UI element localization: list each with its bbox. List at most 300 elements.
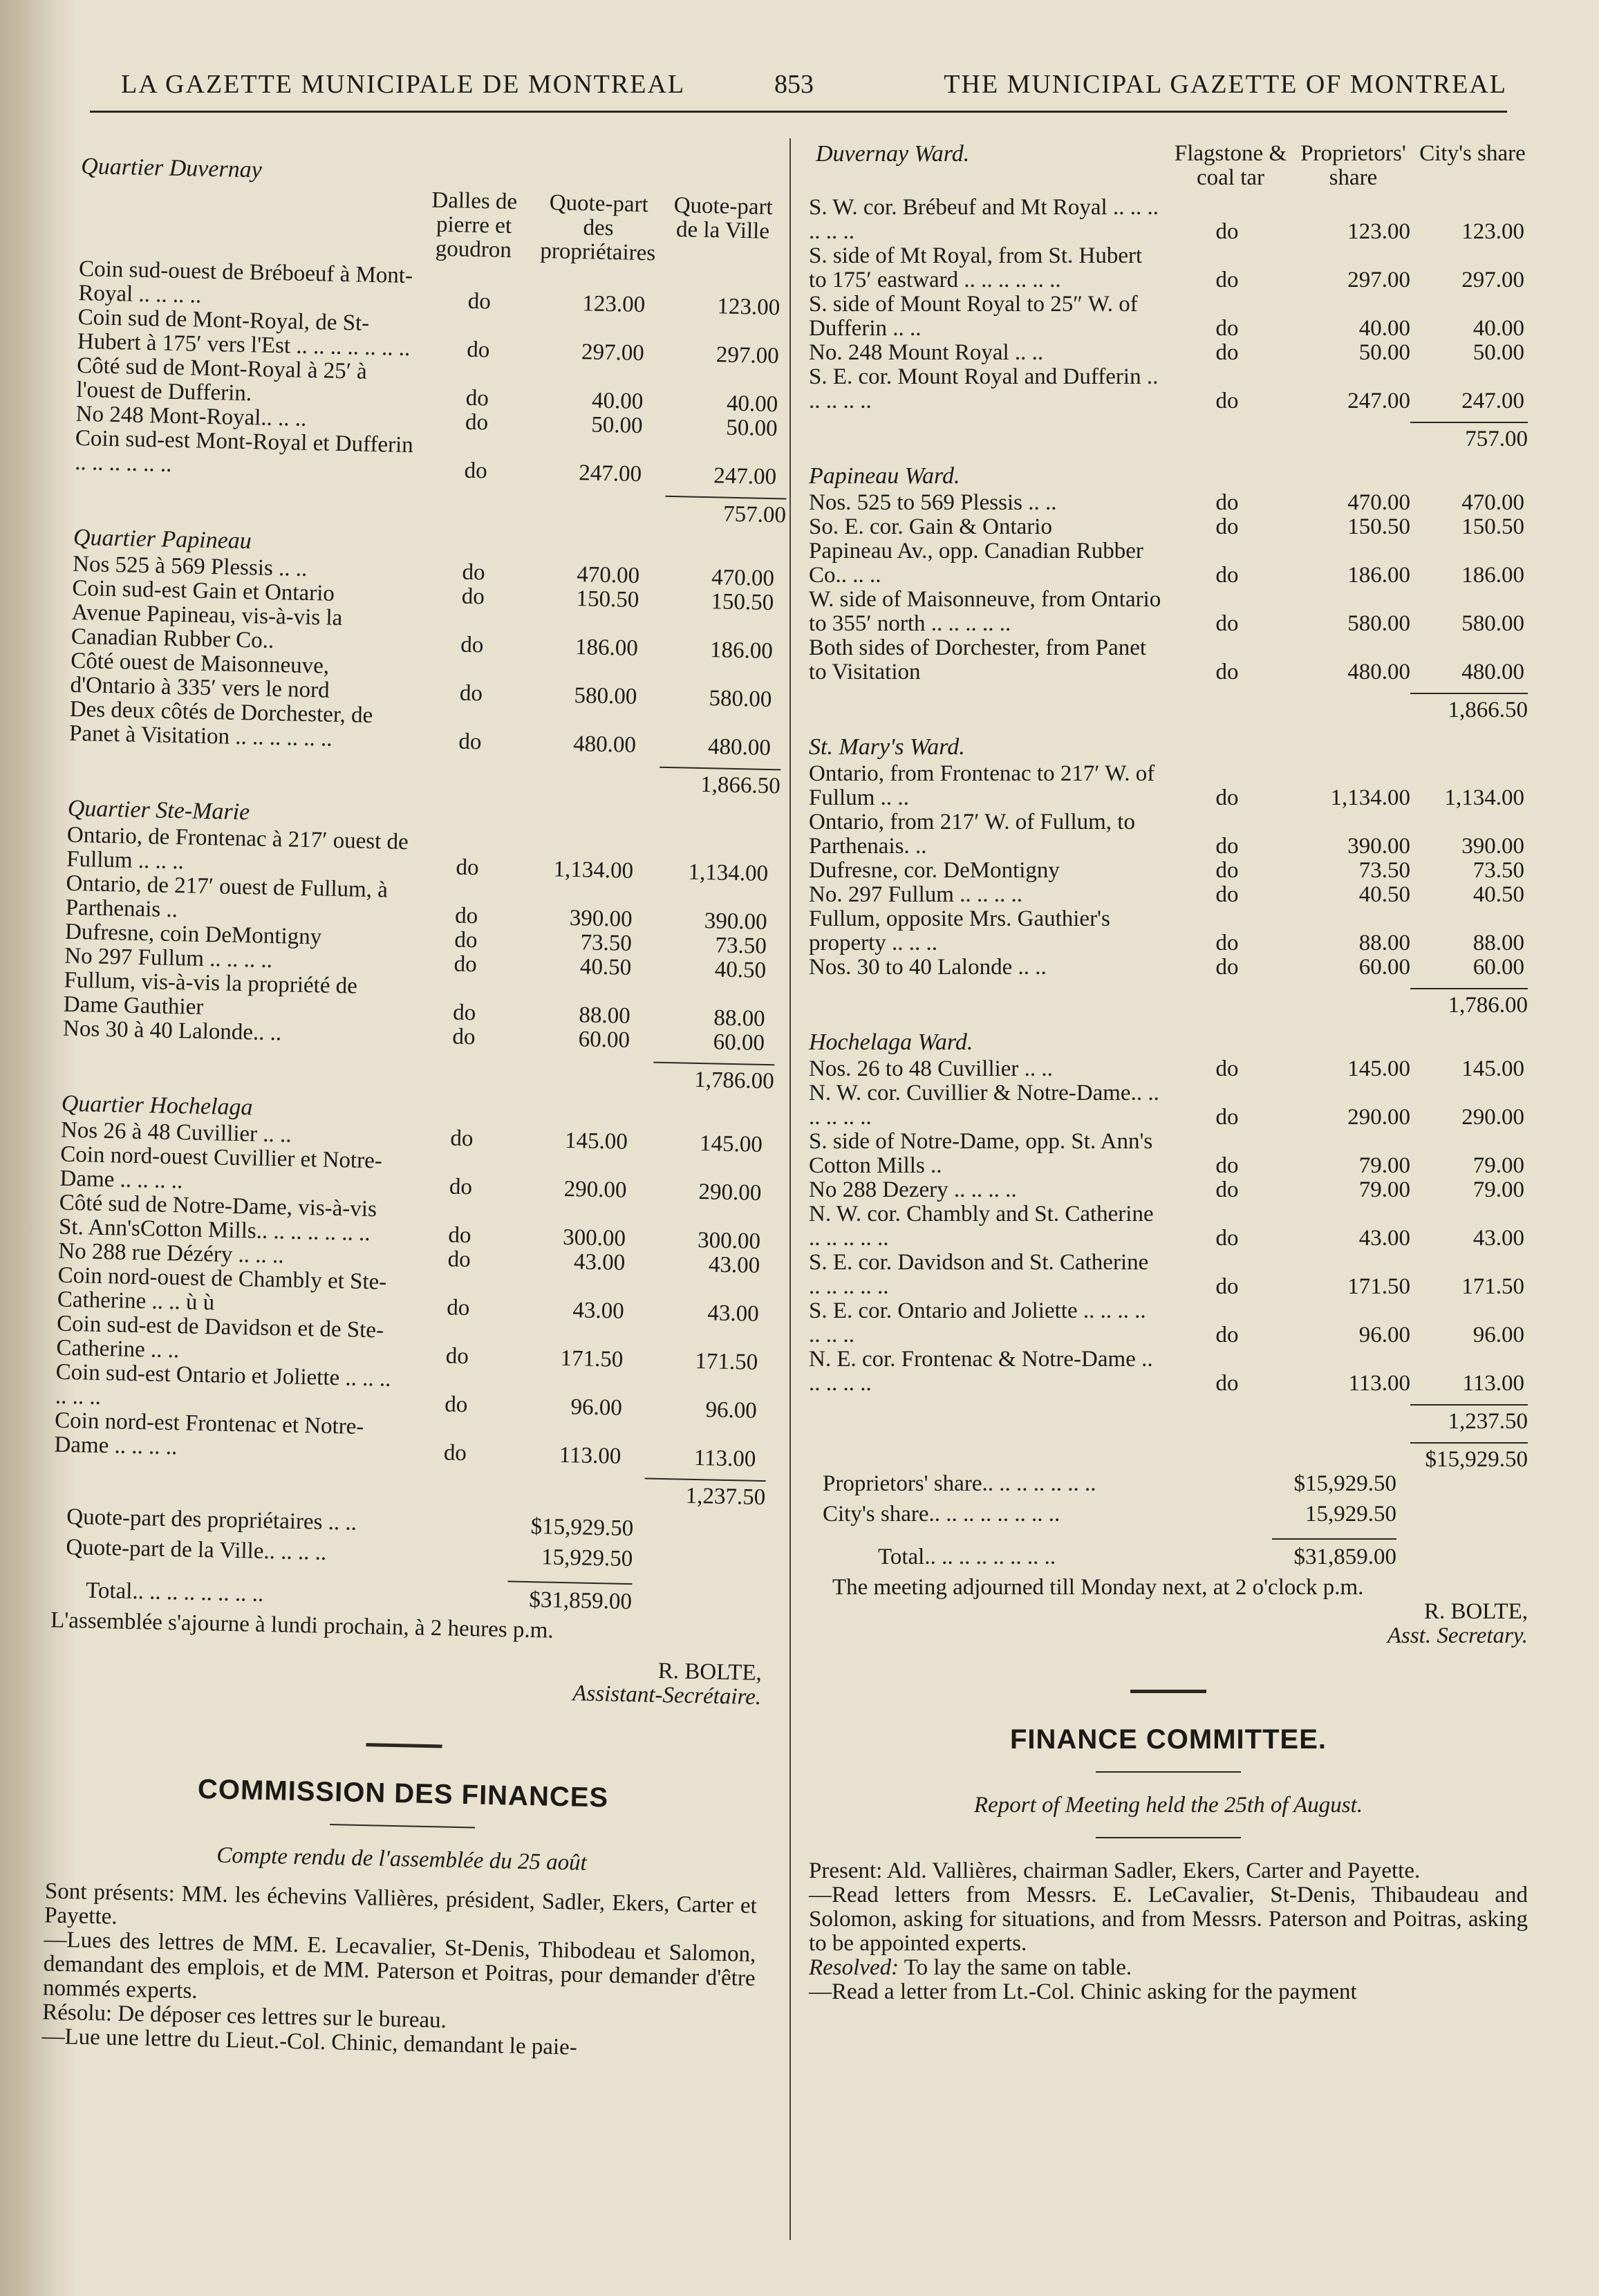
row-material: do [448, 1222, 471, 1249]
row-proprietors-share: 297.00 [1347, 268, 1410, 292]
paragraph-letters: —Lues des lettres de MM. E. Lecavalier, St-Denis, Thibodeau et Salomon, demandant des emplois, et de MM. Paterson et Poitras, pour demander d'être nommés experts. [42, 1927, 756, 2004]
paragraph-chinic: —Lue une lettre du Lieut.-Col. Chinic, demandant le paie- [41, 2024, 578, 2060]
row-proprietors-share: 43.00 [1358, 1226, 1410, 1251]
row-material: do [1215, 268, 1239, 292]
row-material: do [449, 1174, 473, 1200]
header-rule [90, 111, 1507, 113]
row-city-share: 145.00 [699, 1131, 763, 1157]
heading-rule [1096, 1771, 1241, 1773]
row-city-share: 113.00 [1462, 1371, 1524, 1396]
row-description: No 288 rue Dézéry .. .. .. [58, 1238, 284, 1269]
row-material: do [1215, 340, 1239, 365]
row-description: Ontario, from 217′ W. of Fullum, to Parthenais. .. [809, 810, 1135, 859]
row-description: Nos 30 à 40 Lalonde.. .. [62, 1016, 282, 1046]
row-proprietors-share: 390.00 [569, 906, 633, 932]
total-rule [1410, 693, 1528, 694]
row-proprietors-share: 1,134.00 [1330, 785, 1410, 810]
total-rule [1410, 988, 1528, 989]
row-proprietors-share: 186.00 [1347, 563, 1410, 588]
row-proprietors-share: 247.00 [1347, 389, 1410, 413]
summary-label: City's share.. .. .. .. .. .. .. .. [823, 1502, 1060, 1527]
row-proprietors-share: 123.00 [582, 291, 646, 318]
row-city-share: 580.00 [1461, 611, 1524, 636]
row-material: do [467, 288, 492, 315]
row-description: S. W. cor. Brébeuf and Mt Royal .. .. .. .. .. .. [809, 195, 1159, 244]
table-row [809, 1081, 1528, 1130]
row-material: do [1215, 1056, 1239, 1081]
section-total: 1,237.50 [685, 1483, 766, 1511]
section-title: Quartier Ste-Marie [67, 795, 250, 825]
table-row [809, 292, 1528, 341]
row-description: S. E. cor. Mount Royal and Dufferin .. .. .. .. .. [809, 364, 1159, 413]
table-row [809, 859, 1528, 883]
table-row [809, 1347, 1528, 1396]
row-proprietors-share: 43.00 [573, 1249, 626, 1276]
table-row [809, 1057, 1528, 1081]
row-material: do [1215, 316, 1239, 341]
row-proprietors-share: 297.00 [581, 339, 645, 366]
row-material: do [1215, 611, 1239, 636]
row-description: N. E. cor. Frontenac & Notre-Dame .. .. .. .. .. [809, 1347, 1153, 1396]
section-total: 757.00 [1465, 427, 1528, 451]
row-material: do [443, 1440, 467, 1466]
summary-label: Proprietors' share.. .. .. .. .. .. .. [823, 1471, 1096, 1496]
summary-rule [1272, 1538, 1396, 1540]
row-proprietors-share: 290.00 [563, 1176, 627, 1203]
row-proprietors-share: 470.00 [1347, 490, 1410, 515]
row-city-share: 1,134.00 [1444, 785, 1524, 810]
row-city-share: 43.00 [1472, 1226, 1524, 1251]
row-description: Côté sud de Notre-Dame, vis-à-vis St. Ann'sCotton Mills.. .. .. .. .. .. .. [58, 1190, 377, 1247]
row-city-share: 50.00 [725, 415, 778, 442]
row-material: do [459, 680, 483, 707]
section-title: Quartier Duvernay [80, 153, 263, 183]
row-material: do [464, 458, 488, 484]
section-title: St. Mary's Ward. [809, 734, 965, 760]
row-material: do [1215, 219, 1239, 244]
section-total: 1,786.00 [693, 1067, 775, 1094]
section-divider [366, 1743, 442, 1748]
row-proprietors-share: 145.00 [1347, 1056, 1410, 1081]
heading-rule [330, 1824, 475, 1828]
row-description: Both sides of Dorchester, from Panet to Visitation [809, 635, 1147, 684]
row-description: Coin nord-ouest de Chambly et Ste-Catherine .. .. ù ù [57, 1262, 387, 1316]
table-row [809, 365, 1528, 413]
report-subtitle: Compte rendu de l'assemblée du 25 août [216, 1842, 588, 1876]
row-description: Fullum, vis-à-vis la propriété de Dame Gauthier [63, 967, 358, 1020]
row-city-share: 390.00 [1461, 834, 1524, 859]
table-row [809, 491, 1528, 515]
row-proprietors-share: 1,134.00 [553, 857, 634, 884]
row-proprietors-share: 73.50 [580, 930, 633, 956]
row-material: do [1215, 1274, 1239, 1299]
committee-heading: COMMISSION DES FINANCES [197, 1774, 609, 1813]
summary-value: $31,859.00 [1293, 1544, 1396, 1569]
section-total: 1,786.00 [1448, 993, 1528, 1018]
total-rule [645, 1477, 766, 1482]
row-material: do [461, 584, 485, 610]
row-material: do [1215, 1105, 1239, 1130]
row-city-share: 390.00 [704, 908, 767, 935]
table-column-headers [809, 142, 1528, 196]
total-rule [653, 1062, 774, 1066]
row-city-share: 43.00 [708, 1252, 760, 1278]
table-hochelaga-en [809, 1057, 1528, 1396]
table-row [809, 1178, 1528, 1202]
row-description: Fullum, opposite Mrs. Gauthier's property .. .. .. [809, 906, 1110, 955]
table-row [809, 341, 1528, 365]
table-row [809, 810, 1528, 859]
row-description: W. side of Maisonneuve, from Ontario to 355′ north .. .. .. .. .. [809, 587, 1161, 636]
column-header-proprietors: Proprietors' share [1300, 141, 1406, 190]
summary-value: $15,929.50 [1293, 1471, 1396, 1496]
row-city-share: 300.00 [697, 1228, 761, 1254]
table-row [809, 244, 1528, 292]
row-description: S. side of Mt Royal, from St. Hubert to 175′ eastward .. .. .. .. .. .. [809, 243, 1143, 292]
header-english-title: THE MUNICIPAL GAZETTE OF MONTREAL [944, 70, 1507, 99]
row-description: N. W. cor. Chambly and St. Catherine .. .. .. .. .. [809, 1202, 1154, 1251]
row-material: do [454, 903, 478, 929]
paragraph-letters: —Read letters from Messrs. E. LeCavalier, St-Denis, Thibaudeau and Solomon, asking for situations, and from Messrs. Paterson and Poitras, asking to be appointed experts. [809, 1883, 1528, 1956]
row-city-share: 123.00 [1461, 219, 1524, 244]
row-material: do [1215, 882, 1239, 907]
row-material: do [1215, 834, 1239, 859]
table-duvernay-fr [75, 257, 791, 490]
row-proprietors-share: 171.50 [560, 1345, 624, 1372]
row-city-share: 297.00 [716, 342, 780, 369]
page-number: 853 [774, 70, 814, 99]
table-row [809, 955, 1528, 980]
table-row [809, 1202, 1528, 1251]
row-city-share: 150.50 [711, 589, 774, 616]
column-header-city: City's share [1419, 141, 1526, 166]
row-proprietors-share: 300.00 [562, 1224, 626, 1251]
table-stmary-en [809, 762, 1528, 980]
section-total: 757.00 [722, 501, 787, 528]
row-proprietors-share: 60.00 [578, 1027, 630, 1053]
row-proprietors-share: 50.00 [1358, 340, 1410, 365]
adjournment-text: The meeting adjourned till Monday next, at 2 o'clock p.m. [832, 1575, 1364, 1600]
row-material: do [446, 1295, 470, 1321]
row-proprietors-share: 40.00 [591, 388, 644, 415]
english-column [809, 142, 1528, 2004]
row-proprietors-share: 150.50 [1347, 514, 1410, 539]
row-description: Coin sud-est de Davidson et de Ste-Catherine .. .. [56, 1311, 384, 1363]
row-city-share: 186.00 [1461, 563, 1524, 588]
row-material: do [452, 1024, 476, 1050]
row-description: No. 248 Mount Royal .. .. [809, 340, 1044, 365]
column-header-material: Flagstone & coal tar [1174, 141, 1287, 190]
row-proprietors-share: 79.00 [1358, 1177, 1410, 1202]
heading-rule [1096, 1837, 1241, 1838]
row-description: Des deux côtés de Dorchester, de Panet à Visitation .. .. .. .. .. .. [68, 696, 373, 752]
section-title: Papineau Ward. [809, 463, 960, 489]
section-title: Quartier Hochelaga [61, 1090, 253, 1121]
row-city-share: 145.00 [1461, 1056, 1524, 1081]
table-stemarie-fr [63, 823, 779, 1056]
row-city-share: 40.00 [1472, 316, 1524, 341]
row-city-share: 73.50 [715, 933, 767, 960]
row-city-share: 113.00 [693, 1445, 756, 1472]
page-header [83, 66, 1507, 114]
signature-title: Assistant-Secrétaire. [572, 1681, 762, 1710]
summary-value: $15,929.50 [530, 1514, 634, 1542]
section-title: Hochelaga Ward. [809, 1029, 973, 1055]
row-city-share: 247.00 [1461, 389, 1524, 413]
row-material: do [1215, 660, 1239, 684]
row-city-share: 171.50 [695, 1348, 758, 1375]
row-city-share: 40.50 [1472, 882, 1524, 907]
row-city-share: 247.00 [713, 463, 777, 490]
row-city-share: 290.00 [1461, 1105, 1524, 1130]
row-proprietors-share: 580.00 [574, 683, 637, 709]
table-row [809, 907, 1528, 955]
row-proprietors-share: 50.00 [590, 412, 643, 439]
row-description: Ontario, from Frontenac to 217′ W. of Fullum .. .. [809, 761, 1155, 810]
row-material: do [1215, 1177, 1239, 1202]
total-rule [1410, 422, 1528, 423]
summary-rule [508, 1580, 633, 1585]
row-description: Dufresne, coin DeMontigny [64, 919, 322, 950]
row-city-share: 123.00 [717, 294, 780, 321]
row-city-share: 60.00 [713, 1029, 765, 1056]
row-description: Coin sud-est Gain et Ontario [72, 575, 335, 606]
row-material: do [1215, 955, 1239, 980]
row-description: No 297 Fullum .. .. .. .. [64, 943, 273, 973]
summary-value: 15,929.50 [541, 1544, 633, 1572]
french-column [41, 142, 794, 2064]
table-row [809, 762, 1528, 810]
header-french-title: LA GAZETTE MUNICIPALE DE MONTREAL [121, 70, 686, 99]
row-material: do [1215, 1323, 1239, 1347]
column-header-city: Quote-part de la Ville [673, 192, 774, 244]
row-city-share: 290.00 [698, 1179, 762, 1206]
row-description: Côté ouest de Maisonneuve, d'Ontario à 335′ vers le nord [70, 648, 330, 703]
total-rule [665, 496, 786, 500]
total-rule [1410, 1442, 1528, 1444]
resolved-label: Resolved: [809, 1955, 899, 1980]
row-description: No 288 Dezery .. .. .. .. [809, 1177, 1017, 1202]
row-description: Nos. 26 to 48 Cuvillier .. .. [809, 1056, 1053, 1081]
row-city-share: 470.00 [1461, 490, 1524, 515]
table-row [809, 539, 1528, 588]
paragraph-present: Sont présents: MM. les échevins Vallières, président, Sadler, Ekers, Carter et Payette. [44, 1878, 758, 1930]
row-description: No 248 Mont-Royal.. .. .. [75, 401, 307, 431]
row-proprietors-share: 186.00 [574, 635, 639, 662]
row-proprietors-share: 247.00 [578, 460, 642, 487]
row-proprietors-share: 73.50 [1358, 858, 1410, 883]
row-city-share: 480.00 [707, 734, 772, 761]
row-city-share: 171.50 [1461, 1274, 1524, 1299]
table-row [809, 1130, 1528, 1178]
row-description: Avenue Papineau, vis-à-vis la Canadian Rubber Co.. [71, 599, 343, 653]
row-city-share: 40.50 [714, 957, 767, 983]
row-material: do [1215, 1371, 1239, 1396]
row-proprietors-share: 113.00 [1348, 1371, 1410, 1396]
table-row [809, 636, 1528, 684]
row-material: do [452, 1000, 476, 1026]
row-description: Nos 26 à 48 Cuvillier .. .. [60, 1117, 292, 1148]
row-city-share: 79.00 [1472, 1177, 1524, 1202]
row-description: Dufresne, cor. DeMontigny [809, 858, 1060, 883]
summary-label: Total.. .. .. .. .. .. .. .. [878, 1544, 1056, 1569]
row-proprietors-share: 40.50 [1358, 882, 1410, 907]
signature-title: Asst. Secretary. [1387, 1623, 1528, 1648]
column-divider [789, 138, 791, 2240]
row-description: Papineau Av., opp. Canadian Rubber Co.. .. .. [809, 539, 1143, 588]
row-city-share: 150.50 [1461, 514, 1524, 539]
row-description: S. side of Notre-Dame, opp. St. Ann's Cotton Mills .. [809, 1129, 1153, 1178]
row-city-share: 480.00 [1461, 660, 1524, 684]
section-total: 1,237.50 [1448, 1409, 1528, 1434]
row-material: do [465, 409, 489, 436]
row-material: do [454, 927, 478, 953]
paragraph-chinic: —Read a letter from Lt.-Col. Chinic asking for the payment [809, 1979, 1357, 2004]
row-description: Nos. 525 to 569 Plessis .. .. [809, 490, 1057, 515]
row-description: Coin sud-est Mont-Royal et Dufferin .. .. .. .. .. .. [74, 425, 414, 477]
row-city-share: 96.00 [705, 1397, 758, 1424]
summary-label: Quote-part des propriétaires .. .. [66, 1504, 357, 1536]
row-description: No. 297 Fullum .. .. .. .. [809, 882, 1022, 907]
row-proprietors-share: 40.00 [1358, 316, 1410, 341]
row-material: do [460, 632, 484, 658]
row-proprietors-share: 113.00 [559, 1442, 621, 1469]
row-proprietors-share: 60.00 [1358, 955, 1410, 980]
summary-row-proprietors [809, 1472, 1528, 1502]
row-proprietors-share: 88.00 [1358, 931, 1410, 955]
row-description: N. W. cor. Cuvillier & Notre-Dame.. .. .. .. .. .. [809, 1081, 1159, 1130]
section-title: Quartier Papineau [73, 524, 252, 554]
signature-name: R. BOLTE, [1423, 1599, 1528, 1624]
row-description: Ontario, de Frontenac à 217′ ouest de Fullum .. .. .. [66, 822, 409, 875]
table-duvernay-en [809, 196, 1528, 413]
section-total: 1,866.50 [700, 772, 781, 799]
adjournment-text: L'assemblée s'ajourne à lundi prochain, à 2 heures p.m. [50, 1607, 554, 1643]
row-city-share: 43.00 [707, 1300, 760, 1327]
row-city-share: 88.00 [713, 1005, 766, 1032]
row-proprietors-share: 480.00 [1347, 660, 1410, 684]
row-material: do [465, 385, 489, 411]
row-material: do [1215, 389, 1239, 413]
total-rule [660, 767, 780, 771]
row-proprietors-share: 79.00 [1358, 1153, 1410, 1178]
signature-name: R. BOLTE, [657, 1658, 763, 1686]
table-row [809, 1299, 1528, 1347]
column-header-proprietors: Quote-part des propriétaires [540, 190, 656, 266]
summary-label: Total.. .. .. .. .. .. .. .. [85, 1578, 264, 1607]
section-title: Duvernay Ward. [816, 141, 970, 167]
section-total: 1,866.50 [1448, 698, 1528, 722]
row-material: do [462, 559, 485, 586]
row-proprietors-share: 96.00 [570, 1394, 623, 1421]
row-proprietors-share: 480.00 [572, 731, 637, 758]
row-city-share: 297.00 [1461, 268, 1524, 292]
row-proprietors-share: 96.00 [1358, 1323, 1410, 1347]
table-row [809, 196, 1528, 244]
total-rule [1410, 1404, 1528, 1406]
row-description: Ontario, de 217′ ouest de Fullum, à Parthenais .. [65, 870, 389, 923]
row-proprietors-share: 145.00 [564, 1128, 628, 1155]
row-material: do [450, 1126, 474, 1152]
row-proprietors-share: 290.00 [1347, 1105, 1410, 1130]
row-proprietors-share: 470.00 [576, 562, 640, 589]
row-description: So. E. cor. Gain & Ontario [809, 514, 1052, 539]
summary-label: Quote-part de la Ville.. .. .. .. [66, 1534, 327, 1565]
paragraph-resolution [809, 1956, 1528, 1980]
row-description: S. E. cor. Ontario and Joliette .. .. .. .. .. .. .. [809, 1298, 1146, 1347]
row-city-share: 60.00 [1472, 955, 1524, 980]
section-divider [1130, 1690, 1206, 1693]
table-row [809, 515, 1528, 539]
summary-value: 15,929.50 [1305, 1502, 1396, 1527]
row-proprietors-share: 123.00 [1347, 219, 1410, 244]
row-material: do [1215, 785, 1239, 810]
row-material: do [466, 337, 490, 363]
table-row [809, 1251, 1528, 1299]
row-material: do [1215, 490, 1239, 515]
row-proprietors-share: 580.00 [1347, 611, 1410, 636]
row-description: Coin nord-est Frontenac et Notre-Dame .. .. .. .. [54, 1408, 364, 1460]
row-description: Côté sud de Mont-Royal à 25′ à l'ouest de Dufferin. [76, 353, 368, 407]
row-city-share: 79.00 [1472, 1153, 1524, 1178]
row-material: do [453, 951, 478, 978]
table-hochelaga-fr [54, 1119, 773, 1472]
column-header-material: Dalles de pierre et goudron [431, 187, 518, 263]
row-city-share: 50.00 [1472, 340, 1524, 365]
row-material: do [1215, 858, 1239, 883]
row-material: do [1215, 514, 1239, 539]
row-description: S. side of Mount Royal to 25″ W. of Dufferin .. .. [809, 292, 1138, 341]
committee-heading: FINANCE COMMITTEE. [1010, 1724, 1327, 1755]
row-city-share: 88.00 [1472, 931, 1524, 955]
summary-row-total [809, 1545, 1528, 1576]
row-description: Coin sud de Mont-Royal, de St-Hubert à 175′ vers l'Est .. .. .. .. .. .. .. [77, 304, 411, 362]
row-material: do [444, 1392, 468, 1418]
row-material: do [458, 729, 482, 755]
table-row [809, 883, 1528, 907]
row-description: Nos. 30 to 40 Lalonde .. .. [809, 955, 1047, 980]
paragraph-resolution: Résolu: De déposer ces lettres sur le bureau. [41, 1999, 447, 2033]
row-city-share: 73.50 [1472, 858, 1524, 883]
row-description: Coin sud-est Ontario et Joliette .. .. .. .. .. .. [55, 1359, 391, 1410]
row-proprietors-share: 40.50 [579, 954, 632, 980]
summary-row-city [809, 1502, 1528, 1533]
report-subtitle: Report of Meeting held the 25th of August. [973, 1793, 1363, 1818]
row-description: S. E. cor. Davidson and St. Catherine .. .. .. .. .. [809, 1250, 1149, 1299]
row-material: do [1215, 1226, 1239, 1251]
row-description: Coin sud-ouest de Bréboeuf à Mont-Royal .. .. .. .. [78, 256, 413, 308]
paragraph-present: Present: Ald. Vallières, chairman Sadler, Ekers, Carter and Payette. [809, 1858, 1421, 1883]
row-proprietors-share: 150.50 [576, 586, 639, 613]
row-city-share: 470.00 [711, 565, 775, 592]
row-description: Coin nord-ouest Cuvillier et Notre-Dame .. .. .. .. [59, 1141, 383, 1194]
row-city-share: 580.00 [709, 686, 772, 713]
grand-total: $15,929.50 [1425, 1447, 1528, 1472]
row-material: do [1215, 563, 1239, 588]
row-city-share: 40.00 [726, 391, 778, 418]
row-city-share: 96.00 [1472, 1323, 1524, 1347]
table-papineau-en [809, 491, 1528, 684]
row-proprietors-share: 390.00 [1347, 834, 1410, 859]
row-material: do [447, 1247, 471, 1273]
resolution-text: To lay the same on table. [904, 1955, 1132, 1980]
row-material: do [445, 1343, 469, 1370]
row-description: Nos 525 à 569 Plessis .. .. [72, 551, 308, 581]
row-proprietors-share: 88.00 [579, 1002, 631, 1029]
table-papineau-fr [69, 552, 785, 761]
row-proprietors-share: 43.00 [572, 1298, 625, 1324]
row-material: do [1215, 931, 1239, 955]
